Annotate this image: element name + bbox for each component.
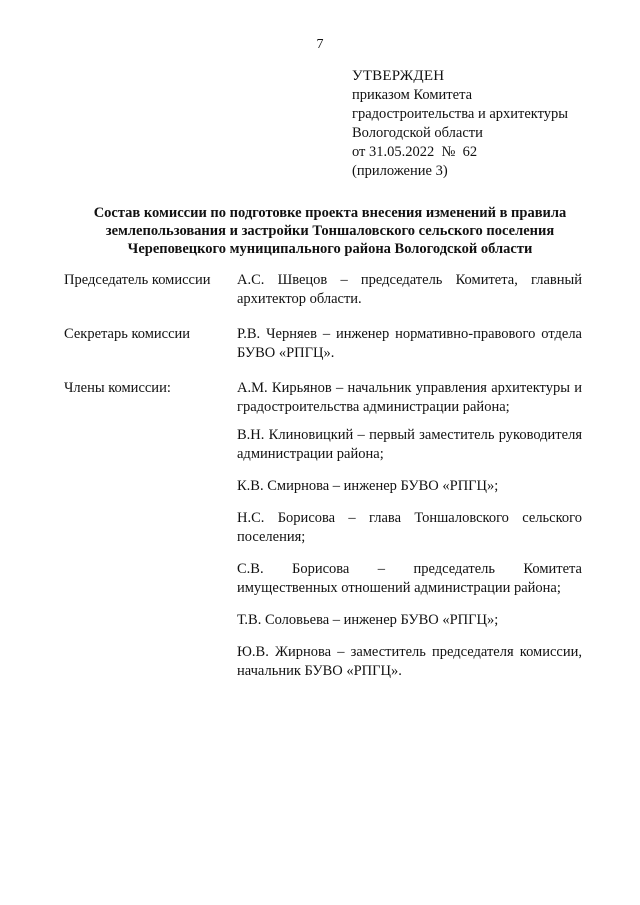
member-entry: Н.С. Борисова – глава Тоншаловского сельского поселения; [237,510,582,545]
approval-committee-line: градостроительства и архитектуры [352,106,569,122]
role-label: Секретарь комиссии [64,326,191,342]
member-entry: А.М. Кирьянов – начальник управления архитектуры и градостроительства администрации района; [237,380,582,415]
member-entry: С.В. Борисова – председатель Комитета имущественных отношений администрации района; [237,561,582,596]
page-number: 7 [316,37,324,52]
approval-order-line: приказом Комитета [352,87,473,103]
role-label: Председатель комиссии [64,272,211,288]
document-title-line: землепользования и застройки Тоншаловского сельского поселения [105,223,555,239]
member-entry: Ю.В. Жирнова – заместитель председателя комиссии, начальник БУВО «РПГЦ». [237,644,582,679]
commission-composition [64,271,582,681]
member-list [237,379,582,681]
document-title [60,204,600,258]
approval-date-number-line: от 31.05.2022 № 62 [352,144,478,160]
member-entry: Р.В. Черняев – инженер нормативно-правового отдела БУВО «РПГЦ». [237,326,582,361]
member-list [237,325,582,363]
commission-row-chairman [64,271,582,309]
document-title-line: Состав комиссии по подготовке проекта внесения изменений в правила [93,205,567,221]
approval-stamp [352,67,612,181]
approval-region-line: Вологодской области [352,125,483,141]
commission-row-members [64,379,582,681]
document-title-line: Череповецкого муниципального района Вологодской области [127,241,533,257]
member-entry: К.В. Смирнова – инженер БУВО «РПГЦ»; [237,478,499,494]
role-label: Члены комиссии: [64,380,171,396]
approval-title: УТВЕРЖДЕН [352,68,445,84]
member-entry: В.Н. Клиновицкий – первый заместитель руководителя администрации района; [237,427,582,462]
member-entry: А.С. Швецов – председатель Комитета, главный архитектор области. [237,272,582,307]
member-list [237,271,582,309]
member-entry: Т.В. Соловьева – инженер БУВО «РПГЦ»; [237,612,499,628]
commission-row-secretary [64,325,582,363]
approval-appendix-line: (приложение 3) [352,163,448,179]
